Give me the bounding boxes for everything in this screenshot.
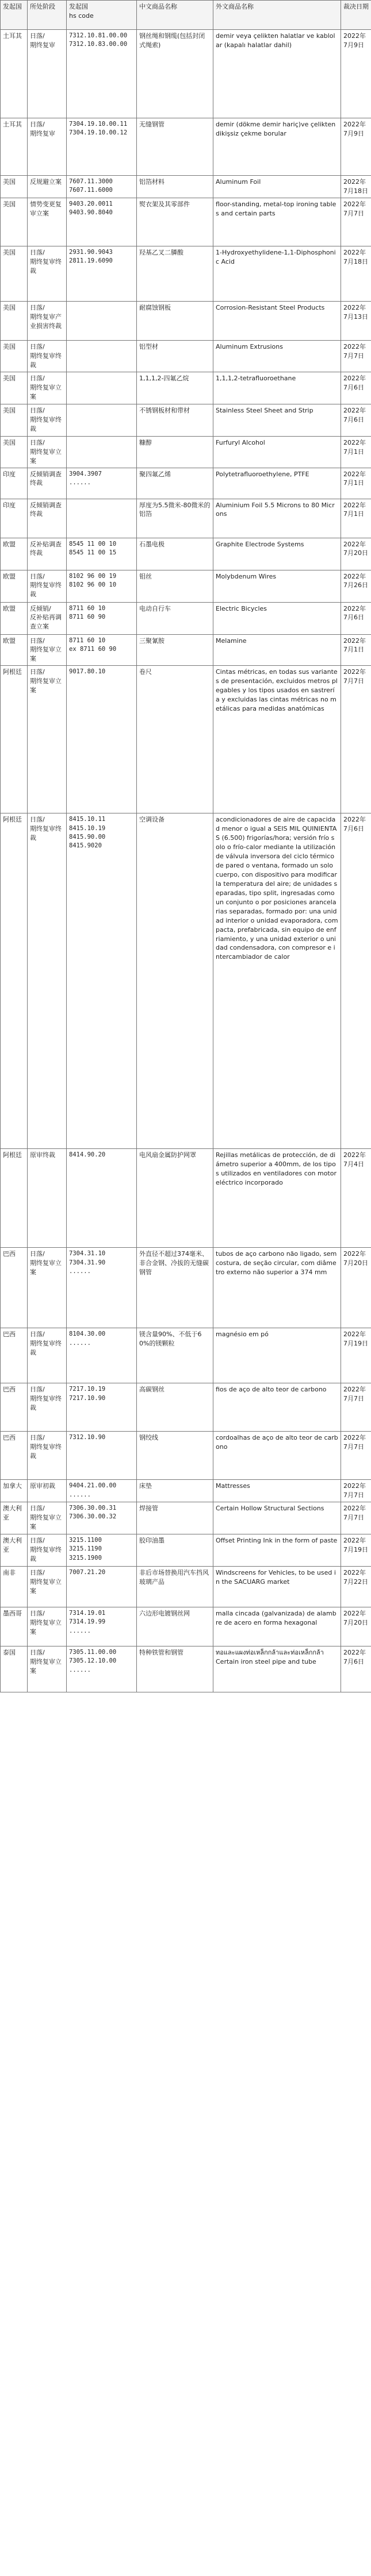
cell-hs-code: 7304.31.10 7304.31.90 ......: [67, 1248, 137, 1328]
table-row: [1, 301, 371, 340]
cell-stage: 反补贴调查终裁: [28, 538, 67, 570]
cell-date: 2022年 7月1日: [341, 499, 371, 538]
table-row: [1, 468, 371, 499]
cell-date: 2022年 7月6日: [341, 602, 371, 634]
cell-foreign-name: Certain Hollow Structural Sections: [213, 1502, 341, 1534]
table-row: [1, 1534, 371, 1567]
cell-date: 2022年 7月1日: [341, 634, 371, 666]
cell-foreign-name: Mattresses: [213, 1480, 341, 1502]
cell-hs-code: 2931.90.9043 2811.19.6090: [67, 246, 137, 301]
table-row: [1, 1432, 371, 1480]
cell-hs-code: 7217.10.19 7217.10.90: [67, 1383, 137, 1432]
cell-cn-name: 非后市场替换用汽车挡风玻璃产品: [137, 1567, 213, 1607]
table-row: [1, 1383, 371, 1432]
cell-foreign-name: magnésio em pó: [213, 1328, 341, 1383]
cell-country: 阿根廷: [1, 1149, 28, 1248]
table-row: [1, 813, 371, 1149]
cell-stage: 日落/ 期终复审终裁: [28, 404, 67, 436]
cell-stage: 日落/ 期终复审立案: [28, 372, 67, 404]
header-country: 发起国: [1, 1, 28, 30]
cell-stage: 情势变更复审立案: [28, 198, 67, 246]
cell-country: 美国: [1, 176, 28, 198]
cell-foreign-name: tubos de aço carbono não ligado, sem costura, de seção circular, com diâmetro externo não superior a 374 mm: [213, 1248, 341, 1328]
cell-country: 巴西: [1, 1248, 28, 1328]
table-row: [1, 602, 371, 634]
cell-foreign-name: acondicionadores de aire de capacidad menor o igual a SEIS MIL QUINIENTAS (6.500) frigorías/hora; versión frío solo o frío-calor mediante la utilización de válvula inversora del ciclo térmico de pared o ventana, formado un solo cuerpo, con dispositivo para modificar la temperatura del aire; de unidades separadas, tipo split, ingresadas como un conjunto o por posiciones arancelarias separadas, formado por: una unidad interior o unidad evaporadora, compacta, prefabricada, sin equipo de enfriamiento, y una unidad exterior o unidad condensadora, con compresor e intercambiador de calor: [213, 813, 341, 1149]
cell-country: 美国: [1, 340, 28, 372]
cell-stage: 日落/ 期终复审立案: [28, 1646, 67, 1692]
cell-country: 欧盟: [1, 570, 28, 602]
cell-stage: 日落/ 期终复审终裁: [28, 246, 67, 301]
cell-stage: 日落/ 期终复审立案: [28, 1607, 67, 1646]
cell-stage: 日落/ 期终复审终裁: [28, 340, 67, 372]
cell-cn-name: 三聚氰胺: [137, 634, 213, 666]
cell-stage: 反倾销/ 反补贴再调查立案: [28, 602, 67, 634]
cell-stage: 日落/ 期终复审终裁: [28, 570, 67, 602]
table-row: [1, 404, 371, 436]
cell-date: 2022年 7月6日: [341, 372, 371, 404]
cell-date: 2022年 7月1日: [341, 436, 371, 468]
cell-stage: 原审初裁: [28, 1480, 67, 1502]
table-row: [1, 634, 371, 666]
cell-foreign-name: Aluminium Foil 5.5 Microns to 80 Microns: [213, 499, 341, 538]
cell-cn-name: 焊接管: [137, 1502, 213, 1534]
cell-foreign-name: fios de aço de alto teor de carbono: [213, 1383, 341, 1432]
cell-hs-code: [67, 499, 137, 538]
cell-hs-code: 9017.80.10: [67, 666, 137, 813]
cell-country: 美国: [1, 404, 28, 436]
table-body: [1, 30, 371, 1692]
table-row: [1, 246, 371, 301]
cell-date: 2022年 7月18日: [341, 176, 371, 198]
cell-foreign-name: Graphite Electrode Systems: [213, 538, 341, 570]
cell-foreign-name: floor-standing, metal-top ironing tables and certain parts: [213, 198, 341, 246]
cell-country: 印度: [1, 468, 28, 499]
cell-cn-name: 外直径不超过374毫米、非合金钢、冷拔的无缝碳钢管: [137, 1248, 213, 1328]
cell-hs-code: [67, 301, 137, 340]
cell-date: 2022年 7月13日: [341, 301, 371, 340]
cell-country: 加拿大: [1, 1480, 28, 1502]
cell-cn-name: 熨衣架及其零部件: [137, 198, 213, 246]
cell-foreign-name: Offset Printing Ink in the form of paste: [213, 1534, 341, 1567]
table-row: [1, 372, 371, 404]
cell-cn-name: 钢绞线: [137, 1432, 213, 1480]
table-row: [1, 538, 371, 570]
cell-hs-code: 8711 60 10 8711 60 90: [67, 602, 137, 634]
cell-country: 南非: [1, 1567, 28, 1607]
cell-stage: 日落/ 期终复审终裁: [28, 1328, 67, 1383]
table-row: [1, 499, 371, 538]
cell-stage: 日落/ 期终复审: [28, 118, 67, 176]
cell-stage: 原审终裁: [28, 1149, 67, 1248]
cell-cn-name: 糠醇: [137, 436, 213, 468]
table-row: [1, 1480, 371, 1502]
cell-date: 2022年 7月4日: [341, 1149, 371, 1248]
cell-foreign-name: Stainless Steel Sheet and Strip: [213, 404, 341, 436]
cell-date: 2022年 7月7日: [341, 1480, 371, 1502]
cell-date: 2022年 7月7日: [341, 198, 371, 246]
cell-stage: 日落/ 期终复审立案: [28, 1502, 67, 1534]
cell-hs-code: [67, 436, 137, 468]
header-cn-name: 中文商品名称: [137, 1, 213, 30]
cell-cn-name: 特种铁管和钢管: [137, 1646, 213, 1692]
cell-foreign-name: Aluminum Extrusions: [213, 340, 341, 372]
cell-stage: 日落/ 期终复审产业损害终裁: [28, 301, 67, 340]
cell-date: 2022年 7月7日: [341, 1383, 371, 1432]
table-row: [1, 666, 371, 813]
cell-hs-code: 7314.19.01 7314.19.99 ......: [67, 1607, 137, 1646]
cell-foreign-name: Rejillas metálicas de protección, de diámetro superior a 400mm, de los tipos utilizados en ventiladores con motor eléctrico incorporado: [213, 1149, 341, 1248]
cell-country: 巴西: [1, 1328, 28, 1383]
cell-hs-code: [67, 404, 137, 436]
header-stage: 所处阶段: [28, 1, 67, 30]
cell-foreign-name: 1,1,1,2-tetrafluoroethane: [213, 372, 341, 404]
cell-cn-name: 不锈钢板材和带材: [137, 404, 213, 436]
cell-foreign-name: Molybdenum Wires: [213, 570, 341, 602]
cell-cn-name: 耐腐蚀钢板: [137, 301, 213, 340]
header-foreign-name: 外文商品名称: [213, 1, 341, 30]
table-row: [1, 1328, 371, 1383]
cell-date: 2022年 7月19日: [341, 1328, 371, 1383]
cell-cn-name: 镁含量90%、不低于60%的镁颗粒: [137, 1328, 213, 1383]
table-row: [1, 436, 371, 468]
cell-stage: 反倾销调查终裁: [28, 468, 67, 499]
cell-date: 2022年 7月18日: [341, 246, 371, 301]
cell-cn-name: 铝型材: [137, 340, 213, 372]
cell-country: 美国: [1, 436, 28, 468]
cell-stage: 日落/ 期终复审立案: [28, 1567, 67, 1607]
cell-cn-name: 厚度为5.5微米-80微米的铝箔: [137, 499, 213, 538]
cell-date: 2022年 7月20日: [341, 1248, 371, 1328]
cell-date: 2022年 7月7日: [341, 666, 371, 813]
cell-date: 2022年 7月7日: [341, 1502, 371, 1534]
cell-hs-code: [67, 340, 137, 372]
cell-cn-name: 电风扇金属防护网罩: [137, 1149, 213, 1248]
cell-country: 美国: [1, 246, 28, 301]
cell-date: 2022年 7月7日: [341, 340, 371, 372]
cell-foreign-name: cordoalhas de aço de alto teor de carbono: [213, 1432, 341, 1480]
cell-cn-name: 1,1,1,2-四氟乙烷: [137, 372, 213, 404]
cell-stage: 日落/ 期终复审立案: [28, 1248, 67, 1328]
cell-foreign-name: Aluminum Foil: [213, 176, 341, 198]
cell-foreign-name: Furfuryl Alcohol: [213, 436, 341, 468]
cell-hs-code: 7312.10.81.00.00 7312.10.83.00.00: [67, 30, 137, 118]
cell-hs-code: [67, 372, 137, 404]
cell-cn-name: 床垫: [137, 1480, 213, 1502]
cell-country: 欧盟: [1, 602, 28, 634]
cell-hs-code: 7007.21.20: [67, 1567, 137, 1607]
cell-country: 美国: [1, 372, 28, 404]
cell-cn-name: 羟基乙叉二膦酸: [137, 246, 213, 301]
header-row: [1, 1, 371, 30]
cell-country: 欧盟: [1, 538, 28, 570]
cell-country: 欧盟: [1, 634, 28, 666]
cell-cn-name: 空调设备: [137, 813, 213, 1149]
cell-cn-name: 卷尺: [137, 666, 213, 813]
cell-hs-code: 7607.11.3000 7607.11.6000: [67, 176, 137, 198]
cell-stage: 日落/ 期终复审终裁: [28, 1534, 67, 1567]
cell-country: 澳大利亚: [1, 1502, 28, 1534]
cell-date: 2022年 7月6日: [341, 404, 371, 436]
cell-date: 2022年 7月9日: [341, 118, 371, 176]
cell-country: 阿根廷: [1, 666, 28, 813]
cell-hs-code: 7312.10.90: [67, 1432, 137, 1480]
table-row: [1, 1646, 371, 1692]
cell-hs-code: 9403.20.0011 9403.90.8040: [67, 198, 137, 246]
cell-date: 2022年 7月7日: [341, 1432, 371, 1480]
cell-hs-code: 8104.30.00 ......: [67, 1328, 137, 1383]
cell-stage: 日落/ 期终复审立案: [28, 666, 67, 813]
cell-foreign-name: malla cincada (galvanizada) de alambre de acero en forma hexagonal: [213, 1607, 341, 1646]
cell-hs-code: 8414.90.20: [67, 1149, 137, 1248]
cell-date: 2022年 7月6日: [341, 1646, 371, 1692]
cell-foreign-name: demir (dökme demir hariç)ve çelikten dikişsiz çekme borular: [213, 118, 341, 176]
cell-stage: 反规避立案: [28, 176, 67, 198]
cell-stage: 日落/ 期终复审立案: [28, 634, 67, 666]
table-row: [1, 340, 371, 372]
cell-cn-name: 聚四氟乙烯: [137, 468, 213, 499]
cell-country: 巴西: [1, 1432, 28, 1480]
cell-cn-name: 铝箔材料: [137, 176, 213, 198]
cell-cn-name: 六边形电镀钢丝网: [137, 1607, 213, 1646]
table-row: [1, 118, 371, 176]
cell-cn-name: 胶印油墨: [137, 1534, 213, 1567]
cell-date: 2022年 7月20日: [341, 538, 371, 570]
table-row: [1, 1248, 371, 1328]
cell-cn-name: 钢丝绳和钢缆(包括封闭式绳索): [137, 30, 213, 118]
cell-stage: 日落/ 期终复审终裁: [28, 813, 67, 1149]
cell-date: 2022年 7月6日: [341, 813, 371, 1149]
cell-date: 2022年 7月26日: [341, 570, 371, 602]
cell-stage: 日落/ 期终复审终裁: [28, 1432, 67, 1480]
header-hs-code: 发起国 hs code: [67, 1, 137, 30]
cell-date: 2022年 7月22日: [341, 1567, 371, 1607]
cell-stage: 日落/ 期终复审立案: [28, 436, 67, 468]
cell-cn-name: 无缝钢管: [137, 118, 213, 176]
cell-hs-code: 8102 96 00 19 8102 96 00 10: [67, 570, 137, 602]
cell-date: 2022年 7月1日: [341, 468, 371, 499]
cell-country: 巴西: [1, 1383, 28, 1432]
cell-country: 阿根廷: [1, 813, 28, 1149]
cell-foreign-name: Melamine: [213, 634, 341, 666]
table-row: [1, 176, 371, 198]
cell-country: 美国: [1, 198, 28, 246]
cell-hs-code: 7305.11.00.00 7305.12.10.00 ......: [67, 1646, 137, 1692]
cell-country: 泰国: [1, 1646, 28, 1692]
cell-country: 印度: [1, 499, 28, 538]
table-row: [1, 570, 371, 602]
cell-hs-code: 8711 60 10 ex 8711 60 90: [67, 634, 137, 666]
cell-hs-code: 3904.3907 ......: [67, 468, 137, 499]
cell-hs-code: 3215.1100 3215.1190 3215.1900: [67, 1534, 137, 1567]
cell-hs-code: 8415.10.11 8415.10.19 8415.90.00 8415.9020: [67, 813, 137, 1149]
cell-foreign-name: Windscreens for Vehicles, to be used in the SACUARG market: [213, 1567, 341, 1607]
table-row: [1, 30, 371, 118]
cell-hs-code: 9404.21.00.00 ......: [67, 1480, 137, 1502]
cell-foreign-name: demir veya çelikten halatlar ve kablolar (kapalı halatlar dahil): [213, 30, 341, 118]
cell-country: 土耳其: [1, 30, 28, 118]
table-row: [1, 1567, 371, 1607]
cell-country: 澳大利亚: [1, 1534, 28, 1567]
cell-cn-name: 钼丝: [137, 570, 213, 602]
cell-country: 美国: [1, 301, 28, 340]
cell-foreign-name: Cintas métricas, en todas sus variantes de presentación, excluidos metros plegables y los tipos usados en sastrería y excluidas las cintas métricas no metálicas para medidas anatómicas: [213, 666, 341, 813]
cell-cn-name: 电动自行车: [137, 602, 213, 634]
table-row: [1, 1607, 371, 1646]
cell-foreign-name: Polytetrafluoroethylene, PTFE: [213, 468, 341, 499]
cell-date: 2022年 7月9日: [341, 30, 371, 118]
cell-foreign-name: Corrosion-Resistant Steel Products: [213, 301, 341, 340]
cell-stage: 日落/ 期终复审终裁: [28, 1383, 67, 1432]
cell-foreign-name: Electric Bicycles: [213, 602, 341, 634]
cell-date: 2022年 7月19日: [341, 1534, 371, 1567]
table-row: [1, 1502, 371, 1534]
header-date: 裁决日期: [341, 1, 371, 30]
cell-country: 土耳其: [1, 118, 28, 176]
cell-hs-code: 8545 11 00 10 8545 11 00 15: [67, 538, 137, 570]
cell-cn-name: 高碳钢丝: [137, 1383, 213, 1432]
cell-foreign-name: 1-Hydroxyethylidene-1,1-Diphosphonic Acid: [213, 246, 341, 301]
cell-hs-code: 7306.30.00.31 7306.30.00.32: [67, 1502, 137, 1534]
table-row: [1, 1149, 371, 1248]
cell-stage: 反倾销调查终裁: [28, 499, 67, 538]
cell-date: 2022年 7月20日: [341, 1607, 371, 1646]
cell-hs-code: 7304.19.10.00.11 7304.19.10.00.12: [67, 118, 137, 176]
table-row: [1, 198, 371, 246]
cell-stage: 日落/ 期终复审: [28, 30, 67, 118]
cell-country: 墨西哥: [1, 1607, 28, 1646]
cell-foreign-name: ทอและแผงท่อเหล็กกล้าและท่อเหล็กกล้า Certain iron steel pipe and tube: [213, 1646, 341, 1692]
cell-cn-name: 石墨电极: [137, 538, 213, 570]
